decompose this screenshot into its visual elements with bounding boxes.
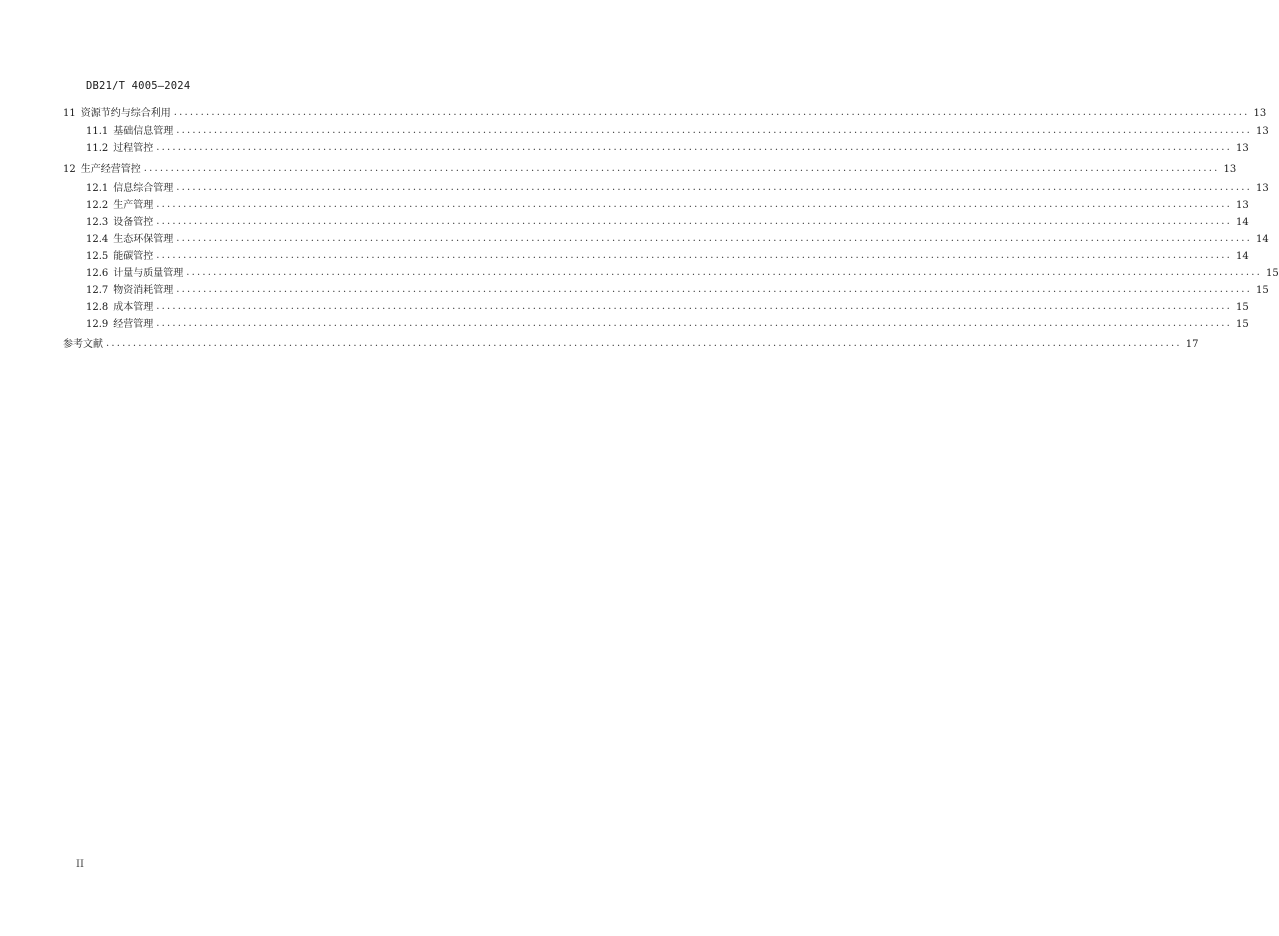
toc-entry-title: 过程管控 <box>113 143 154 154</box>
toc-dot-leader: ........................................................................................................................................................................................................ <box>156 216 1233 227</box>
toc-entry-page: 13 <box>1223 164 1237 175</box>
toc-entry-page: 15 <box>1236 302 1249 313</box>
toc-entry-title: 基础信息管理 <box>113 126 174 137</box>
toc-entry-number: 11.1 <box>86 126 109 137</box>
toc-entry-number: 12.3 <box>86 217 109 228</box>
toc-entry-number: 12.2 <box>86 200 109 211</box>
toc-entry-title: 能碳管控 <box>113 251 154 262</box>
toc-entry[interactable] <box>63 233 1269 246</box>
toc-entry-title: 生产经营管控 <box>80 164 141 175</box>
toc-dot-leader: ........................................................................................................................................................................................................ <box>173 107 1250 118</box>
toc-entry-page: 13 <box>1253 108 1267 119</box>
toc-entry-page: 13 <box>1256 183 1269 194</box>
toc-entry-page: 15 <box>1236 319 1249 330</box>
toc-dot-leader: ........................................................................................................................................................................................................ <box>156 301 1233 312</box>
toc-entry[interactable] <box>63 338 1199 351</box>
toc-entry-number: 12.7 <box>86 285 109 296</box>
toc-entry-page: 14 <box>1236 217 1249 228</box>
toc-dot-leader: ........................................................................................................................................................................................................ <box>176 125 1253 136</box>
toc-entry[interactable] <box>63 284 1269 297</box>
page-number: II <box>76 859 84 870</box>
toc-entry-title: 经营管理 <box>113 319 154 330</box>
toc-dot-leader: ........................................................................................................................................................................................................ <box>143 163 1220 174</box>
toc-dot-leader: ........................................................................................................................................................................................................ <box>176 233 1253 244</box>
toc-dot-leader: ........................................................................................................................................................................................................ <box>156 142 1233 153</box>
toc-entry[interactable] <box>63 107 1267 120</box>
toc-entry-page: 13 <box>1236 200 1249 211</box>
toc-entry-title: 生态环保管理 <box>113 234 174 245</box>
toc-entry[interactable] <box>63 318 1249 331</box>
toc-dot-leader: ........................................................................................................................................................................................................ <box>186 267 1263 278</box>
toc-entry-title: 参考文献 <box>63 339 103 350</box>
toc-entry-page: 17 <box>1185 339 1199 350</box>
toc-entry-title: 资源节约与综合利用 <box>80 108 171 119</box>
toc-entry[interactable] <box>63 250 1249 263</box>
toc-entry-number: 12.4 <box>86 234 109 245</box>
toc-entry-number: 12.6 <box>86 268 109 279</box>
toc-entry-number: 12.9 <box>86 319 109 330</box>
toc-entry-title: 生产管理 <box>113 200 154 211</box>
toc-entry-page: 14 <box>1256 234 1269 245</box>
toc-entry-number: 12.8 <box>86 302 109 313</box>
toc-dot-leader: ........................................................................................................................................................................................................ <box>106 338 1182 349</box>
toc-entry-page: 13 <box>1256 126 1269 137</box>
toc-entry[interactable] <box>63 301 1249 314</box>
toc-entry-number: 11 <box>63 108 76 119</box>
toc-entry-number: 12.5 <box>86 251 109 262</box>
toc-dot-leader: ........................................................................................................................................................................................................ <box>156 318 1233 329</box>
toc-entry[interactable] <box>63 163 1237 176</box>
toc-entry-title: 计量与质量管理 <box>113 268 184 279</box>
toc-dot-leader: ........................................................................................................................................................................................................ <box>176 182 1253 193</box>
table-of-contents <box>63 107 1279 351</box>
toc-entry-title: 物资消耗管理 <box>113 285 174 296</box>
toc-entry[interactable] <box>63 125 1269 138</box>
toc-entry-page: 15 <box>1256 285 1269 296</box>
toc-entry-number: 12.1 <box>86 183 109 194</box>
toc-entry-page: 15 <box>1266 268 1279 279</box>
toc-entry[interactable] <box>63 142 1249 155</box>
toc-entry[interactable] <box>63 182 1269 195</box>
document-code: DB21/T 4005—2024 <box>86 80 191 92</box>
toc-dot-leader: ........................................................................................................................................................................................................ <box>176 284 1253 295</box>
toc-dot-leader: ........................................................................................................................................................................................................ <box>156 199 1233 210</box>
toc-entry-title: 成本管理 <box>113 302 154 313</box>
toc-entry-title: 设备管控 <box>113 217 154 228</box>
toc-entry-number: 11.2 <box>86 143 109 154</box>
toc-entry-page: 13 <box>1236 143 1249 154</box>
toc-entry[interactable] <box>63 199 1249 212</box>
toc-entry[interactable] <box>63 216 1249 229</box>
toc-entry-title: 信息综合管理 <box>113 183 174 194</box>
toc-entry-number: 12 <box>63 164 76 175</box>
toc-entry[interactable] <box>63 267 1279 280</box>
toc-entry-page: 14 <box>1236 251 1249 262</box>
toc-dot-leader: ........................................................................................................................................................................................................ <box>156 250 1233 261</box>
